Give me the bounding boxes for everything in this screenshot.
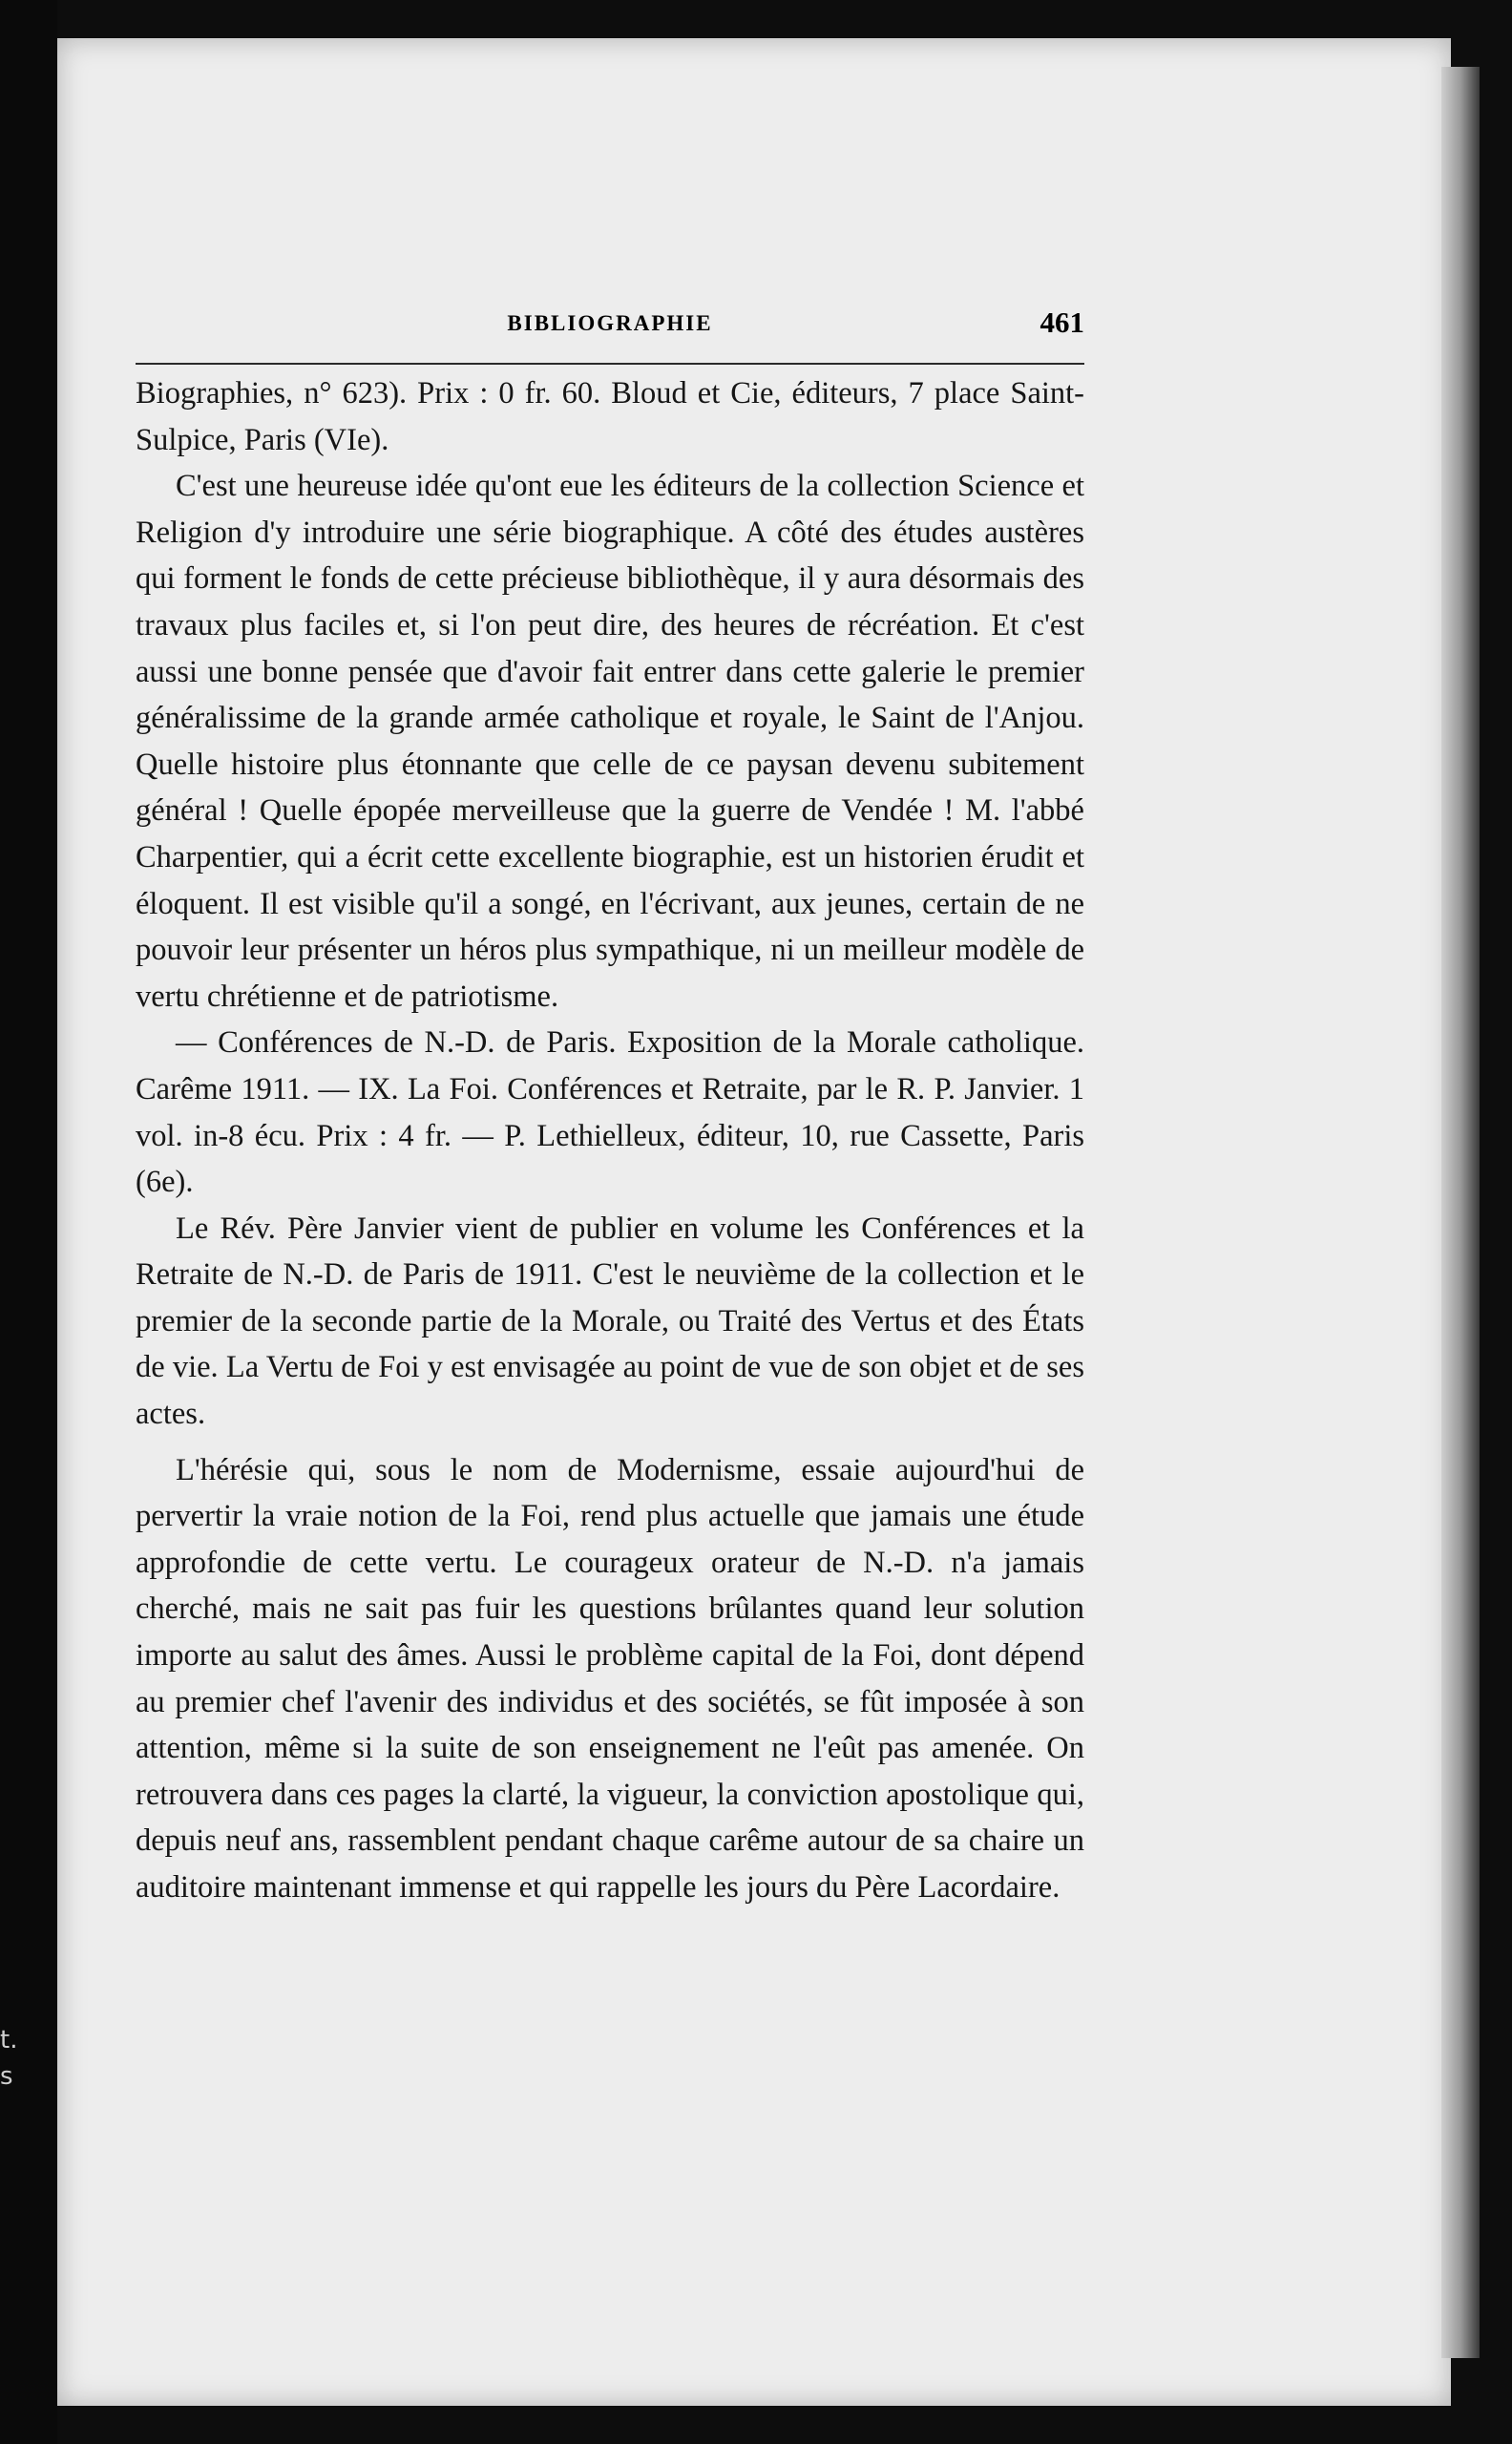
page-header	[136, 307, 1084, 346]
paragraph-modernism: L'hérésie qui, sous le nom de Modernisme, essaie aujourd'hui de pervertir la vraie notion de la Foi, rend plus actuelle que jamais une étude approfondie de cette vertu. Le courageux orateur de N.-D. n'a jamais cherché, mais ne sait pas fuir les questions brûlantes quand leur solution importe au salut des âmes. Aussi le problème capital de la Foi, dont dépend au premier chef l'avenir des individus et des sociétés, se fût imposée à son attention, même si la suite de son enseignement ne l'eût pas amenée. On retrouvera dans ces pages la clarté, la vigueur, la conviction apostolique qui, depuis neuf ans, rassemblent pendant chaque carême autour de sa chaire un auditoire maintenant immense et qui rappelle les jours du Père Lacordaire.	[136, 1452, 1084, 1905]
header-rule	[136, 363, 1084, 365]
paragraph-conferences-citation: — Conférences de N.-D. de Paris. Exposition de la Morale catholique. Carême 1911. — IX. La Foi. Conférences et Retraite, par le R. P. Janvier. 1 vol. in-8 écu. Prix : 4 fr. — P. Lethielleux, éditeur, 10, rue Cassette, Paris (6e).	[136, 1025, 1084, 1200]
edge-mark-2: s	[0, 2062, 13, 2091]
paragraph-biography-citation: Biographies, n° 623). Prix : 0 fr. 60. Bloud et Cie, éditeurs, 7 place Saint-Sulpice, Paris (VIe).	[136, 376, 1084, 457]
edge-mark-1: t.	[0, 2026, 18, 2054]
body-text	[136, 370, 1084, 1911]
running-title: BIBLIOGRAPHIE	[507, 311, 713, 335]
page-number: 461	[1040, 306, 1084, 339]
page-right-edge	[1441, 67, 1480, 2358]
paragraph-biography-review: C'est une heureuse idée qu'ont eue les éditeurs de la collection Science et Religion d'y introduire une série biographique. A côté des études austères qui forment le fonds de cette précieuse bibliothèque, il y aura désormais des travaux plus faciles et, si l'on peut dire, des heures de récréation. Et c'est aussi une bonne pensée que d'avoir fait entrer dans cette galerie le premier généralissime de la grande armée catholique et royale, le Saint de l'Anjou. Quelle histoire plus étonnante que celle de ce paysan devenu subitement général ! Quelle épopée merveilleuse que la guerre de Vendée ! M. l'abbé Charpentier, qui a écrit cette excellente biographie, est un historien érudit et éloquent. Il est visible qu'il a songé, en l'écrivant, aux jeunes, certain de ne pouvoir leur présenter un héros plus sympathique, ni un meilleur modèle de vertu chrétienne et de patriotisme.	[136, 469, 1084, 1014]
scan-left-border	[0, 0, 57, 2444]
paragraph-conferences-review: Le Rév. Père Janvier vient de publier en volume les Conférences et la Retraite de N.-D. de Paris de 1911. C'est le neuvième de la collection et le premier de la seconde partie de la Morale, ou Traité des Vertus et des États de vie. La Vertu de Foi y est envisagée au point de vue de son objet et de ses actes.	[136, 1211, 1084, 1432]
